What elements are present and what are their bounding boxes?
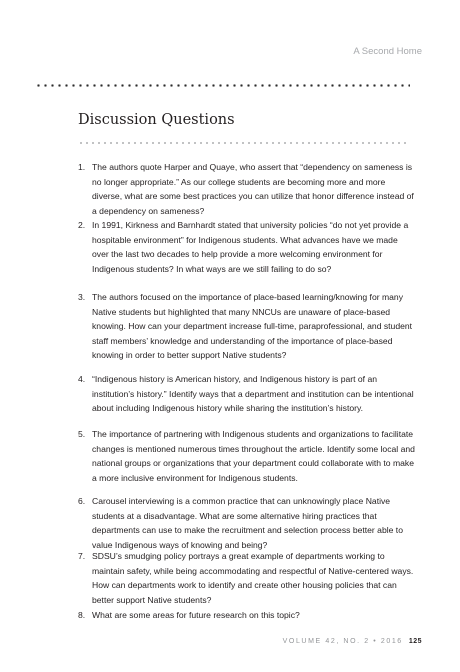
question-item [78, 608, 416, 623]
question-text: “Indigenous history is American history, and Indigenous history is part of an institution’s history.” Identify ways that a department and institution can be intentional about including Indigenous history while sharing the institution’s history. [92, 374, 414, 414]
question-item [78, 549, 416, 607]
question-number: 2. [78, 220, 86, 230]
question-text: What are some areas for future research on this topic? [92, 610, 300, 620]
question-text: The importance of partnering with Indigenous students and organizations to facilitate changes is mentioned numerous times throughout the article. Identify some local and national groups or organizations that your department could collaborate with to make a more inclusive environment for Indigenous students. [92, 429, 415, 483]
question-item [78, 290, 416, 363]
question-number: 7. [78, 551, 86, 561]
question-number: 3. [78, 292, 86, 302]
question-text: The authors quote Harper and Quaye, who assert that “dependency on sameness is no longer appropriate.” As our college students are becoming more and more diverse, what are some best practices you can utilize that honor difference instead of a dependency on sameness? [92, 162, 414, 216]
dotted-divider-title [78, 142, 408, 144]
question-number: 4. [78, 374, 86, 384]
page-number: 125 [408, 638, 422, 645]
question-number: 8. [78, 610, 86, 620]
question-item [78, 494, 416, 552]
question-text: The authors focused on the importance of place-based learning/knowing for many Native students but highlighted that many NNCUs are unaware of place-based knowing. How can your department increase full-time, paraprofessional, and student staff members’ knowledge and understanding of the importance of place-based knowing in order to better support Native students? [92, 292, 413, 361]
question-number: 6. [78, 496, 86, 506]
question-item [78, 427, 416, 485]
question-text: SDSU’s smudging policy portrays a great example of departments working to maintain safety, while being accommodating and respectful of Native-centered ways. How can departments work to identify and create other housing policies that can better support Native students? [92, 551, 414, 605]
question-text: In 1991, Kirkness and Barnhardt stated that university policies “do not yet provide a hospitable environment” for Indigenous students. What advances have we made over the last two decades to help provide a more welcoming environment for Indigenous students? In what ways are we still failing to do so? [92, 220, 409, 274]
dotted-divider-top [35, 84, 410, 87]
question-text: Carousel interviewing is a common practice that can unknowingly place Native students at a disadvantage. What are some alternative hiring practices that departments can use to make the recruitment and selection process better able to value Indigenous ways of knowing and being? [92, 496, 403, 550]
question-number: 5. [78, 429, 86, 439]
question-item [78, 372, 416, 416]
section-title: Discussion Questions [78, 112, 235, 128]
question-number: 1. [78, 162, 86, 172]
journal-volume: VOLUME 42, NO. 2 • 2016 [282, 638, 403, 645]
page-footer [283, 638, 422, 645]
question-item [78, 218, 416, 276]
running-head: A Second Home [353, 46, 422, 57]
question-item [78, 160, 416, 218]
